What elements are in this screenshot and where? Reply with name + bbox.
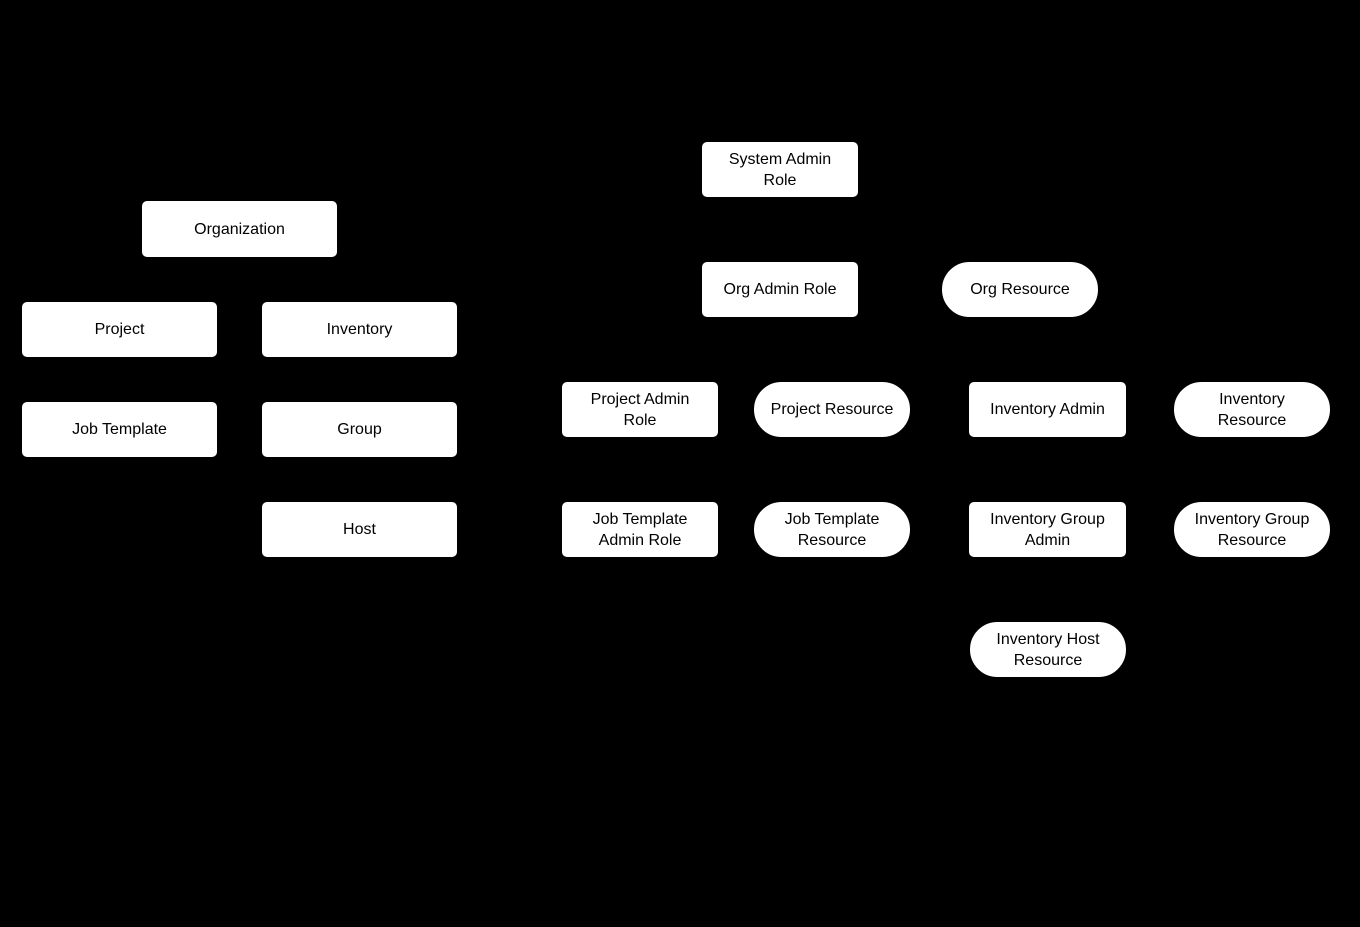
node-inventory-group-resource <box>1173 501 1331 558</box>
node-label: Admin <box>1024 531 1071 549</box>
node-label: System Admin <box>728 150 832 168</box>
node-label: Project Resource <box>770 401 894 418</box>
node-label: Admin Role <box>598 531 682 549</box>
node-label: Role <box>623 411 657 429</box>
node-label: Group <box>337 421 382 438</box>
node-organization <box>141 200 338 258</box>
node-label: Resource <box>1217 411 1287 429</box>
node-label: Inventory <box>326 321 393 338</box>
node-org-resource <box>941 261 1099 318</box>
node-label: Job Template <box>784 510 880 528</box>
node-label: Inventory Group <box>1194 510 1310 528</box>
node-job-template <box>21 401 218 458</box>
node-label: Organization <box>194 220 285 238</box>
node-label: Resource <box>1013 651 1083 669</box>
node-project <box>21 301 218 358</box>
node-label: Role <box>763 171 797 189</box>
node-inventory-resource <box>1173 381 1331 438</box>
node-label: Project Admin <box>590 390 690 408</box>
node-label: Project <box>94 321 145 338</box>
node-label: Job Template <box>72 421 167 438</box>
node-inventory-group-admin <box>968 501 1127 558</box>
node-inventory-admin <box>968 381 1127 438</box>
node-group <box>261 401 458 458</box>
node-org-admin-role <box>701 261 859 318</box>
node-inventory <box>261 301 458 358</box>
node-label: Org Resource <box>970 281 1070 298</box>
node-label: Inventory Admin <box>990 401 1105 418</box>
node-label: Resource <box>1217 531 1287 549</box>
node-label: Inventory Group <box>990 510 1105 528</box>
node-job-template-admin-role <box>561 501 719 558</box>
node-label: Resource <box>797 531 867 549</box>
node-host <box>261 501 458 558</box>
node-project-admin-role <box>561 381 719 438</box>
node-label: Job Template <box>592 510 688 528</box>
node-job-template-resource <box>753 501 911 558</box>
node-system-admin-role <box>701 141 859 198</box>
node-label: Inventory Host <box>996 630 1100 648</box>
node-label: Org Admin Role <box>723 281 837 298</box>
node-inventory-host-resource <box>969 621 1127 678</box>
node-label: Host <box>343 521 376 538</box>
node-label: Inventory <box>1219 390 1285 408</box>
node-project-resource <box>753 381 911 438</box>
